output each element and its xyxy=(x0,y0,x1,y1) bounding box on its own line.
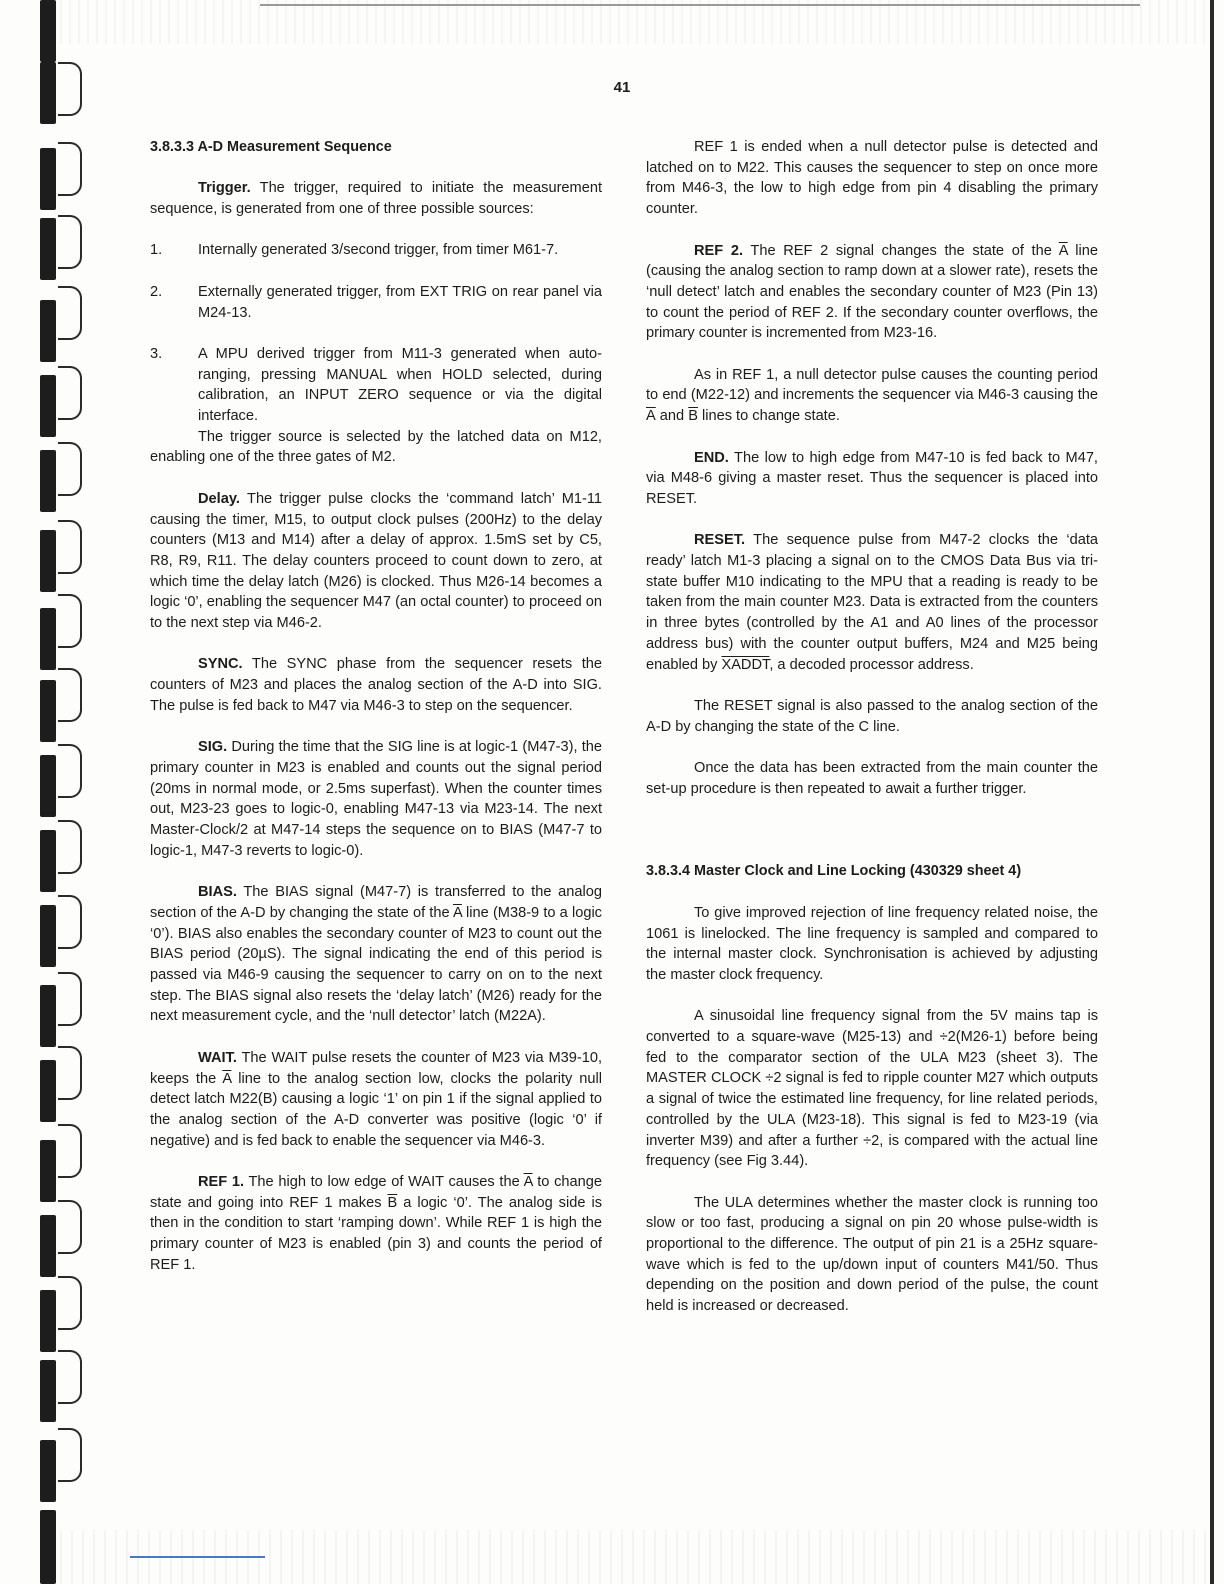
reset-paragraph: RESET. The sequence pulse from M47-2 clocks the ‘data ready’ latch M1-3 placing a signal on to the CMOS Data Bus via tri-state buffer M10 indicating to the MPU that a reading is ready to be taken from the main counter M23. Data is extracted from the counters in three bytes (controlled by the A1 and A0 lines of the processor address bus) with the counter output buffers, M24 and M25 being enabled by XADDT, a decoded processor address. xyxy=(646,532,1098,673)
line-lock-paragraph-1: To give improved rejection of line frequency related noise, the 1061 is linelocked. The line frequency is sampled and compared to the internal master clock. Synchronisation is achieved by adjusting the master clock frequency. xyxy=(646,904,1098,983)
binding-ring xyxy=(40,985,56,1047)
scan-top-rule xyxy=(260,4,1140,6)
wait-paragraph: WAIT. The WAIT pulse resets the counter of M23 via M39-10, keeps the $\overline{A}$ line to the analog section low, clocks the polarity null detect latch M22(B) causing a logic ‘1’ on pin 1 if the signal applied to the analog section of the A-D converter was positive (logic ‘0’ if negative) and is fed back to enable the sequencer via M46-3. xyxy=(150,1049,602,1149)
binding-ring xyxy=(40,1215,56,1277)
left-column xyxy=(150,137,602,1276)
list-item: 1. Internally generated 3/second trigger, from timer M61-7. xyxy=(150,242,559,259)
binding-ring xyxy=(40,450,56,512)
binding-ring xyxy=(40,1140,56,1202)
trigger-run-head: Trigger. xyxy=(198,180,251,197)
line-lock-paragraph-2: A sinusoidal line frequency signal from the 5V mains tap is converted to a square-wave (M25-13) and ÷2(M26-1) before being fed to the comparator section of the ULA M23 (sheet 3). The MASTER CLOCK ÷2 signal is fed to ripple counter M27 which outputs a signal of twice the estimated line frequency, for line related periods, controlled by the ULA (M23-18). This signal is fed to M23-19 (via inverter M39) and after a further ÷2, is compared with the actual line frequency (see Fig 3.44). xyxy=(646,1008,1098,1170)
binding-rings xyxy=(30,0,102,1584)
binding-ring xyxy=(40,218,56,280)
trigger-paragraph: Trigger. The trigger, required to initiate the measurement sequence, is generated from one of three possible sources: xyxy=(150,180,602,218)
binding-ring xyxy=(40,1510,56,1584)
binding-ring xyxy=(40,375,56,437)
binding-ring xyxy=(40,905,56,967)
binding-ring xyxy=(40,1290,56,1352)
binding-ring xyxy=(40,300,56,362)
page-right-edge xyxy=(1210,0,1214,1584)
section-heading-3-8-3-4: 3.8.3.4 Master Clock and Line Locking (430329 sheet 4) xyxy=(646,863,1022,880)
ref1-again-paragraph: As in REF 1, a null detector pulse causes the counting period to end (M22-12) and increments the sequencer via M46-3 causing the $\overline{A}$ and $\overline{B}$ lines to change state. xyxy=(646,366,1098,425)
ref1-end-paragraph: REF 1 is ended when a null detector pulse is detected and latched on to M22. This causes the sequencer to step on once more from M46-3, the low to high edge from pin 4 disabling the primary counter. xyxy=(646,139,1098,218)
line-lock-paragraph-3: The ULA determines whether the master clock is running too slow or too fast, producing a signal on pin 20 whose pulse-width is proportional to the difference. The output of pin 21 is a 25Hz square-wave which is fed to the up/down input of counters M41/50. Thus depending on the position and down period of the pulse, the count held is increased or decreased. xyxy=(646,1194,1098,1315)
right-column xyxy=(646,137,1098,1317)
list-item: 2. Externally generated trigger, from EXT TRIG on rear panel via M24-13. xyxy=(150,283,602,321)
sync-paragraph: SYNC. The SYNC phase from the sequencer resets the counters of M23 and places the analog section of the A-D into SIG. The pulse is fed back to M47 via M46-3 to step on the sequencer. xyxy=(150,656,602,714)
ref1-paragraph: REF 1. The high to low edge of WAIT causes the $\overline{A}$ to change state and going into REF 1 makes $\overline{B}$ a logic ‘0’. The analog side is then in the condition to start ‘ramping down’. While REF 1 is high the primary counter of M23 is enabled (pin 3) and counts the period of REF 1. xyxy=(150,1174,602,1273)
delay-paragraph: Delay. The trigger pulse clocks the ‘command latch’ M1-11 causing the timer, M15, to output clock pulses (200Hz) to the delay counters (M13 and M14) after a delay of approx. 1.5mS set by C5, R8, R9, R11. The delay counters proceed to count down to zero, at which time the delay latch (M26) is clocked. Thus M26-14 becomes a logic ‘0’, enabling the sequencer M47 (an octal counter) to proceed on to the next step via M46-2. xyxy=(150,490,602,632)
binding-ring xyxy=(40,608,56,670)
ref2-paragraph: REF 2. The REF 2 signal changes the state of the $\overline{A}$ line (causing the analog section to ramp down at a slower rate), resets the ‘null detect’ latch and enables the secondary counter of M23 (Pin 13) to count the period of REF 2. If the secondary counter overflows, the primary counter is incremented from M23-16. xyxy=(646,242,1098,342)
sig-paragraph: SIG. During the time that the SIG line is at logic-1 (M47-3), the primary counter in M23 is enabled and counts out the signal period (20ms in normal mode, or 2.5ms superfast). When the counter times out, M23-23 goes to logic-0, enabling M47-13 via M23-14. The next Master-Clock/2 at M47-14 steps the sequence on to BIAS (M47-7 to logic-1, M47-3 reverts to logic-0). xyxy=(150,739,602,859)
binding-ring xyxy=(40,755,56,817)
source-select-text: The trigger source is selected by the latched data on M12, enabling one of the three gates of M2. xyxy=(150,428,602,466)
scan-top-speckle xyxy=(60,0,1210,44)
binding-ring xyxy=(40,530,56,592)
trigger-source-list xyxy=(150,240,602,468)
scan-bottom-line xyxy=(130,1556,265,1558)
binding-ring xyxy=(40,1440,56,1502)
list-item: 3. A MPU derived trigger from M11-3 generated when auto-ranging, pressing MANUAL when HOLD selected, during calibration, an INPUT ZERO sequence or via the digital interface. The trigger source is selected by the latched data on M12, enabling one of the three gates of M2. xyxy=(150,344,602,468)
binding-ring xyxy=(40,1060,56,1122)
page-number: 41 xyxy=(613,79,631,96)
binding-ring xyxy=(40,1360,56,1422)
section-heading-3-8-3-3: 3.8.3.3 A-D Measurement Sequence xyxy=(150,139,392,155)
binding-ring xyxy=(40,830,56,892)
reset-analog-paragraph: The RESET signal is also passed to the analog section of the A-D by changing the state of the C line. xyxy=(646,697,1098,735)
binding-ring xyxy=(40,0,56,62)
binding-ring xyxy=(40,148,56,210)
end-paragraph: END. The low to high edge from M47-10 is fed back to M47, via M48-6 giving a master reset. Thus the sequencer is placed into RESET. xyxy=(646,449,1098,507)
binding-ring xyxy=(40,680,56,742)
bias-paragraph: BIAS. The BIAS signal (M47-7) is transferred to the analog section of the A-D by changing the state of the $\overline{A}$ line (M38-9 to a logic ‘0’). BIAS also enables the secondary counter of M23 to count out the BIAS period (20µS). The signal indicating the end of this period is passed via M46-9 causing the sequencer to carry on on to the next step. The BIAS signal also resets the ‘delay latch’ (M26) ready for the next measurement cycle, and the ‘null detector’ latch (M22A). xyxy=(150,884,602,1025)
binding-ring xyxy=(40,62,56,124)
once-data-paragraph: Once the data has been extracted from the main counter the set-up procedure is then repeated to await a further trigger. xyxy=(646,760,1098,797)
